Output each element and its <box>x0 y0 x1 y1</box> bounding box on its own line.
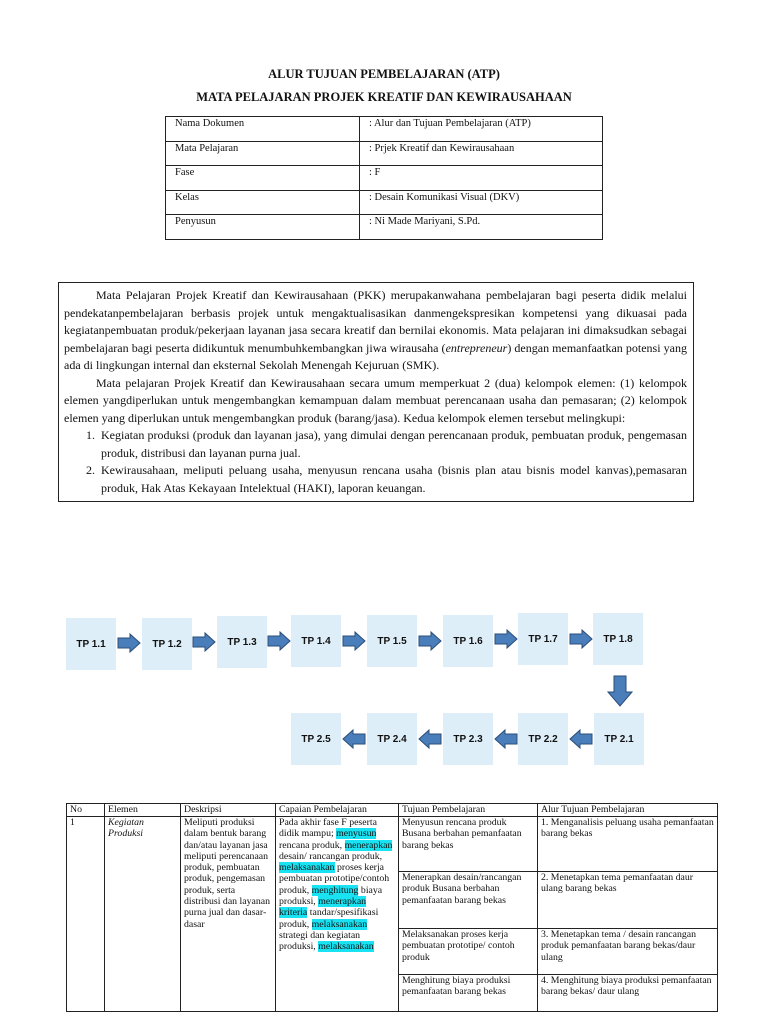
document-subtitle: MATA PELAJARAN PROJEK KREATIF DAN KEWIRAUSAHAAN <box>196 90 572 104</box>
info-label: Penyusun <box>166 215 360 240</box>
header-tujuan: Tujuan Pembelajaran <box>399 804 538 817</box>
arrow-left-icon <box>569 729 593 749</box>
header-alur: Alur Tujuan Pembelajaran <box>538 804 718 817</box>
list-item: 2. Kewirausahaan, meliputi peluang usaha, menyusun rencana usaha (bisnis plan atau bisnis model kanvas),pemasaran produk, Hak Atas Kekayaan Intelektual (HAKI), laporan keuangan. <box>98 462 687 497</box>
tp-box-1-1: TP 1.1 <box>66 618 116 670</box>
capaian-highlight: menyusun <box>336 828 377 840</box>
info-value: : Desain Komunikasi Visual (DKV) <box>360 190 603 215</box>
header-elemen: Elemen <box>105 804 181 817</box>
cell-tujuan: Menghitung biaya produksi pemanfaatan barang bekas <box>399 975 538 1012</box>
table-row <box>67 817 718 872</box>
tp-box-1-6: TP 1.6 <box>443 615 493 667</box>
arrow-right-icon <box>117 633 141 653</box>
arrow-right-icon <box>418 631 442 651</box>
intro-element-list <box>64 427 687 497</box>
intro-paragraph-2: Mata pelajaran Projek Kreatif dan Kewirausahaan secara umum memperkuat 2 (dua) kelompok elemen: (1) kelompok elemen yangdiperlukan untuk mengembangkan kemampuan dalam membuat perencanaan usaha dan pemasaran; (2) kelompok elemen yang diperlukan untuk mengembangkan produk (barang/jasa). Kedua kelompok elemen tersebut melingkupi: <box>64 375 687 425</box>
capaian-highlight: menerapkan <box>344 839 393 851</box>
arrow-right-icon <box>494 629 518 649</box>
tp-box-1-2: TP 1.2 <box>142 618 192 670</box>
cell-alur: 1. Menganalisis peluang usaha pemanfaatan barang bekas <box>538 817 718 872</box>
info-value: : Alur dan Tujuan Pembelajaran (ATP) <box>360 117 603 142</box>
info-value: : Ni Made Mariyani, S.Pd. <box>360 215 603 240</box>
list-item: 1. Kegiatan produksi (produk dan layanan jasa), yang dimulai dengan perencanaan produk, pembuatan produk, pengemasan produk, distribusi dan layanan purna jual. <box>98 427 687 462</box>
arrow-left-icon <box>418 729 442 749</box>
capaian-highlight: menerapkan kriteria <box>279 896 367 919</box>
arrow-down-icon <box>607 675 633 707</box>
arrow-left-icon <box>494 729 518 749</box>
intro-text: Mata Pelajaran Projek Kreatif dan Kewirausahaan (PKK) merupakanwahana pembelajaran bagi peserta didik melalui pendekatanpembelajaran berbasis projek untuk mengaktualisasikan danmengekspresikan kompetensi yang dikuasai pada kegiatanpembuatan produk/pekerjaan layanan jasa secara kreatif dan bernilai ekonomis. Mata pelajaran ini dimaksudkan sebagai pembelajaran bagi peserta didikuntuk menumbuhkembangkan jiwa wirausaha ( <box>64 288 687 355</box>
tp-box-2-2: TP 2.2 <box>518 713 568 765</box>
intro-paragraph-1 <box>64 287 687 375</box>
tp-box-1-7: TP 1.7 <box>518 613 568 665</box>
info-label: Nama Dokumen <box>166 117 360 142</box>
capaian-highlight: melaksanakan <box>318 941 374 953</box>
capaian-text: biaya produksi, <box>279 884 383 908</box>
atp-table <box>66 803 718 1012</box>
capaian-text: Pada akhir fase F peserta didik mampu; <box>279 817 377 840</box>
header-deskripsi: Deskripsi <box>181 804 276 817</box>
info-value: : F <box>360 166 603 191</box>
info-row-fase <box>166 166 603 191</box>
tp-box-2-3: TP 2.3 <box>443 713 493 765</box>
tp-box-2-5: TP 2.5 <box>291 713 341 765</box>
capaian-text: rencana produk, <box>279 839 345 851</box>
intro-text-box <box>58 282 694 502</box>
cell-tujuan: Menyusun rencana produk Busana berbahan pemanfaatan barang bekas <box>399 817 538 872</box>
arrow-right-icon <box>569 629 593 649</box>
capaian-highlight: menghitung <box>311 884 359 896</box>
arrow-left-icon <box>342 729 366 749</box>
info-row-kelas <box>166 190 603 215</box>
capaian-highlight: melaksanakan <box>279 862 335 874</box>
intro-italic-term: entrepreneur <box>445 340 508 355</box>
cell-no: 1 <box>67 817 105 1012</box>
document-info-table <box>165 116 603 240</box>
capaian-text: strategi dan kegiatan produksi, <box>279 929 361 953</box>
tp-box-2-4: TP 2.4 <box>367 713 417 765</box>
intro-text: ) dengan memanfaatkan potensi yang ada di lingkungan internal dan eksternal Sekolah Menengah Kejuruan (SMK). <box>64 340 687 372</box>
capaian-highlight: melaksanakan <box>311 918 368 930</box>
tp-box-1-8: TP 1.8 <box>593 613 643 665</box>
arrow-right-icon <box>342 631 366 651</box>
cell-tujuan: Menerapkan desain/rancangan produk Busana berbahan pemanfaatan barang bekas <box>399 872 538 929</box>
cell-alur: 2. Menetapkan tema pemanfaatan daur ulang barang bekas <box>538 872 718 929</box>
info-label: Mata Pelajaran <box>166 141 360 166</box>
cell-alur: 3. Menetapkan tema / desain rancangan produk pemanfaatan barang bekas/daur ulang <box>538 929 718 975</box>
header-capaian: Capaian Pembelajaran <box>276 804 399 817</box>
cell-deskripsi: Meliputi produksi dalam bentuk barang dan/atau layanan jasa meliputi perencanaan produk, pembuatan produk, pengemasan produk, serta distribusi dan layanan purna jual dan dasar-dasar <box>181 817 276 1012</box>
cell-elemen: Kegiatan Produksi <box>105 817 181 1012</box>
header-no: No <box>67 804 105 817</box>
info-row-mata-pelajaran <box>166 141 603 166</box>
cell-alur: 4. Menghitung biaya produksi pemanfaatan barang bekas/ daur ulang <box>538 975 718 1012</box>
capaian-text: tandar/spesifikasi produk, <box>279 907 379 930</box>
tp-box-2-1: TP 2.1 <box>594 713 644 765</box>
capaian-text: proses kerja pembuatan prototipe/contoh produk, <box>279 862 390 896</box>
info-row-nama-dokumen <box>166 117 603 142</box>
info-row-penyusun <box>166 215 603 240</box>
table-header-row <box>67 804 718 817</box>
tp-box-1-4: TP 1.4 <box>291 615 341 667</box>
document-title: ALUR TUJUAN PEMBELAJARAN (ATP) <box>268 67 500 81</box>
cell-capaian <box>276 817 399 1012</box>
tp-box-1-3: TP 1.3 <box>217 616 267 668</box>
info-label: Fase <box>166 166 360 191</box>
tp-box-1-5: TP 1.5 <box>367 615 417 667</box>
cell-tujuan: Melaksanakan proses kerja pembuatan prototipe/ contoh produk <box>399 929 538 975</box>
arrow-right-icon <box>192 632 216 652</box>
info-value: : Prjek Kreatif dan Kewirausahaan <box>360 141 603 166</box>
info-label: Kelas <box>166 190 360 215</box>
capaian-text: desain/ rancangan produk, <box>279 850 383 862</box>
arrow-right-icon <box>267 631 291 651</box>
